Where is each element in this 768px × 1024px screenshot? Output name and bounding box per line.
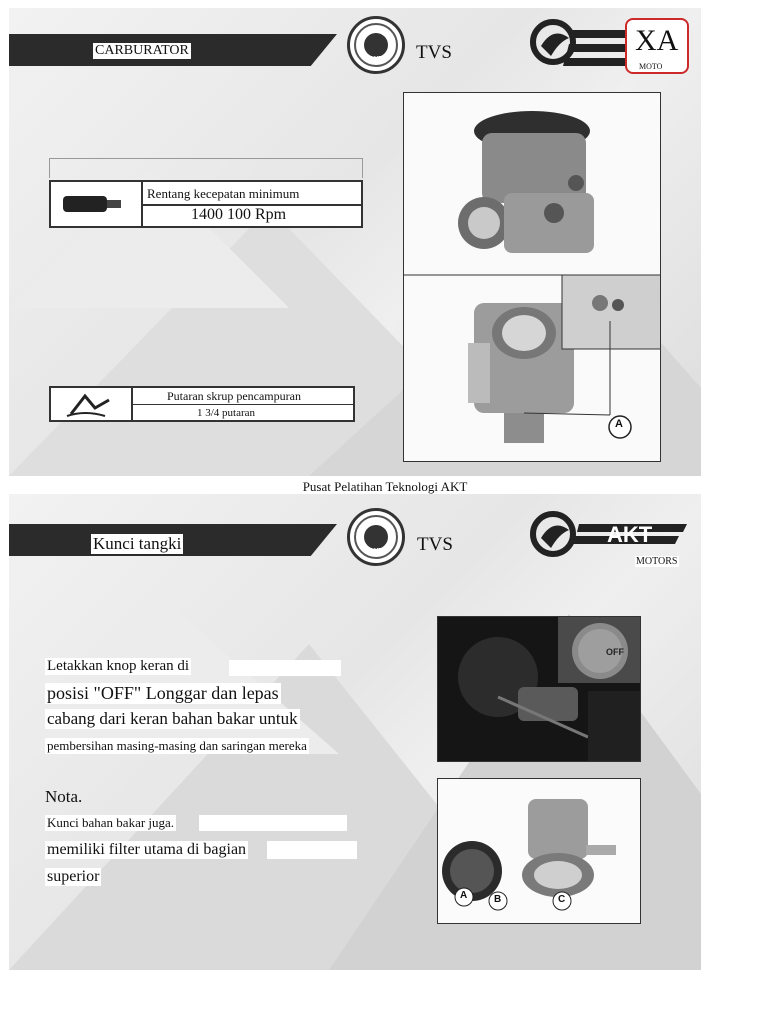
service-seal-logo: AKT	[347, 16, 405, 74]
fuel-tap-engine-illustration	[438, 617, 641, 762]
carburetor-photos	[403, 92, 661, 462]
spec-mixture-label: Putaran skrup pencampuran	[167, 389, 301, 403]
page-footer: Pusat Pelatihan Teknologi AKT	[302, 479, 468, 494]
page-title: CARBURATOR	[95, 43, 189, 58]
off-label: OFF	[606, 647, 624, 657]
note-line-2: memiliki filter utama di bagian	[47, 841, 247, 858]
spec-idle-label: Rentang kecepatan minimum	[147, 186, 300, 201]
brand-tvs: TVS	[417, 534, 453, 555]
spec-idle-value: 1400 100 Rpm	[191, 206, 287, 223]
service-seal-logo: AKT	[347, 508, 405, 566]
spec-table-idle-speed	[49, 180, 363, 228]
screwdriver-icon-cell	[51, 182, 143, 226]
instruction-line-2: posisi "OFF" Longgar dan lepas	[47, 683, 279, 703]
filter-parts-illustration	[438, 779, 641, 924]
spec-table-mixture	[49, 386, 355, 422]
brand-tvs: TVS	[416, 42, 452, 63]
akt-motors-label: MOTORS	[636, 556, 678, 567]
mixture-icon-cell	[51, 388, 133, 420]
instruction-line-3: cabang dari keran bahan bakar untuk	[47, 709, 298, 728]
screwdriver-icon	[51, 182, 139, 226]
spec-mixture-value: 1 3/4 putaran	[197, 407, 256, 419]
instruction-line-4: pembersihan masing-masing dan saringan mereka	[47, 738, 307, 753]
note-title: Nota.	[45, 787, 83, 806]
filter-parts-photo	[437, 778, 641, 924]
note-line-3: superior	[47, 868, 100, 885]
note-line-1: Kunci bahan bakar juga.	[47, 815, 175, 830]
callout-c: C	[558, 894, 566, 905]
page-title: Kunci tangki	[93, 534, 182, 553]
page-carburator	[9, 8, 701, 476]
instruction-line-1: Letakkan knop keran di	[47, 658, 190, 674]
callout-a: A	[460, 890, 468, 901]
callout-a: A	[615, 418, 623, 430]
callout-b: B	[494, 894, 502, 905]
mixture-screw-icon	[51, 388, 131, 420]
svg-text:AKT: AKT	[607, 522, 653, 547]
page-fuel-tap	[9, 494, 701, 970]
spec-table-header	[49, 158, 363, 178]
xa-badge: XA MOTO	[625, 18, 689, 74]
fuel-tap-photo	[437, 616, 641, 762]
carburetor-illustration	[404, 93, 661, 462]
